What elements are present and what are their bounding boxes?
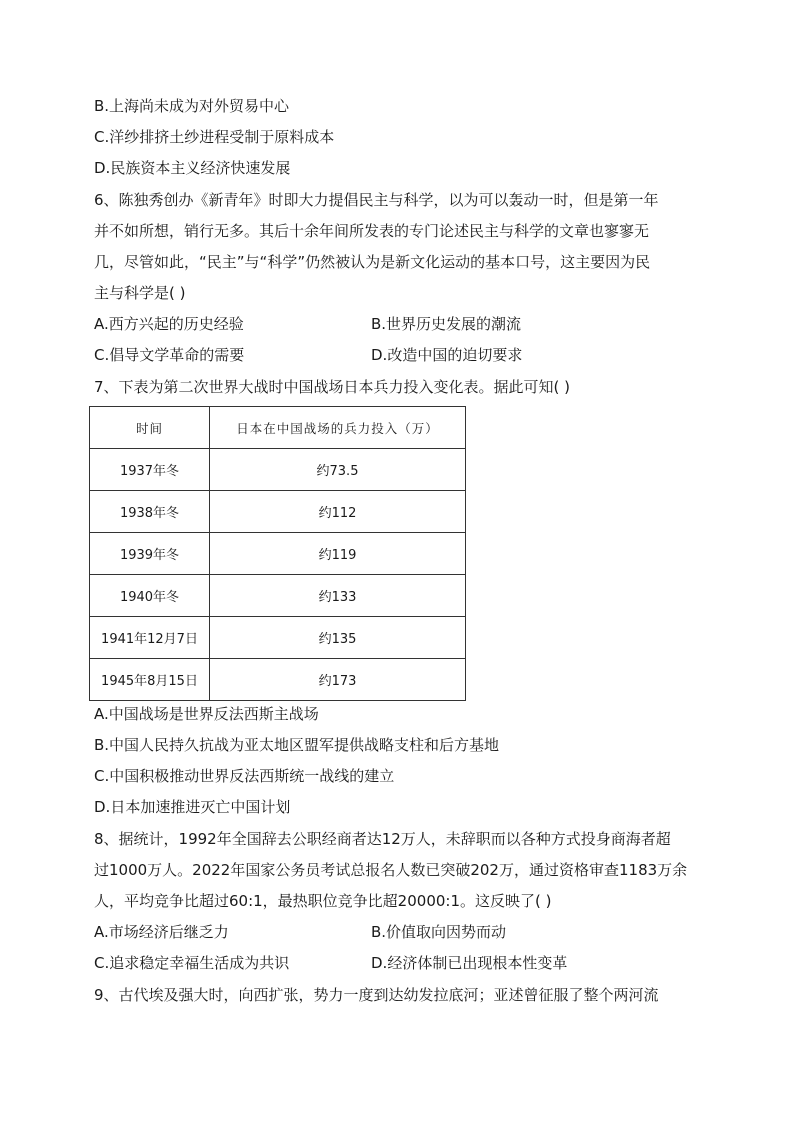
table-row bbox=[90, 617, 466, 659]
q8-stem-line-3: 人，平均竞争比超过60:1，最热职位竞争比超20000:1。这反映了( ) bbox=[94, 892, 552, 910]
troop-table bbox=[89, 406, 466, 701]
prev-option-b: B.上海尚未成为对外贸易中心 bbox=[94, 97, 290, 115]
q9-stem-line-1: 9、古代埃及强大时，向西扩张，势力一度到达幼发拉底河；亚述曾征服了整个两河流 bbox=[94, 986, 659, 1004]
q6-stem-line-3: 几，尽管如此，“民主”与“科学”仍然被认为是新文化运动的基本口号，这主要因为民 bbox=[94, 253, 651, 271]
table-cell-time: 1937年冬 bbox=[90, 449, 210, 491]
q6-option-d: D.改造中国的迫切要求 bbox=[371, 346, 523, 364]
table-cell-time: 1939年冬 bbox=[90, 533, 210, 575]
table-header-row bbox=[90, 407, 466, 449]
table-cell-time: 1945年8月15日 bbox=[90, 659, 210, 701]
table-row bbox=[90, 659, 466, 701]
q6-stem-line-4: 主与科学是( ) bbox=[94, 284, 186, 302]
q6-stem-line-1: 6、陈独秀创办《新青年》时即大力提倡民主与科学，以为可以轰动一时，但是第一年 bbox=[94, 191, 659, 209]
q8-option-d: D.经济体制已出现根本性变革 bbox=[371, 954, 568, 972]
table-cell-time: 1938年冬 bbox=[90, 491, 210, 533]
q7-option-b: B.中国人民持久抗战为亚太地区盟军提供战略支柱和后方基地 bbox=[94, 736, 500, 754]
table-row bbox=[90, 575, 466, 617]
q7-option-a: A.中国战场是世界反法西斯主战场 bbox=[94, 705, 319, 723]
table-cell-troops: 约112 bbox=[210, 491, 466, 533]
q8-stem-line-2: 过1000万人。2022年国家公务员考试总报名人数已突破202万，通过资格审查1183万余 bbox=[94, 861, 688, 879]
q7-option-c: C.中国积极推动世界反法西斯统一战线的建立 bbox=[94, 767, 395, 785]
q7-option-d: D.日本加速推进灭亡中国计划 bbox=[94, 798, 291, 816]
q8-option-c: C.追求稳定幸福生活成为共识 bbox=[94, 954, 290, 972]
prev-option-d: D.民族资本主义经济快速发展 bbox=[94, 159, 291, 177]
q6-option-a: A.西方兴起的历史经验 bbox=[94, 315, 244, 333]
table-cell-troops: 约135 bbox=[210, 617, 466, 659]
table-cell-time: 1941年12月7日 bbox=[90, 617, 210, 659]
table-row bbox=[90, 533, 466, 575]
q6-option-b: B.世界历史发展的潮流 bbox=[371, 315, 522, 333]
table-row bbox=[90, 449, 466, 491]
q8-stem-line-1: 8、据统计，1992年全国辞去公职经商者达12万人，未辞职而以各种方式投身商海者超 bbox=[94, 830, 671, 848]
table-cell-troops: 约119 bbox=[210, 533, 466, 575]
table-header-troops: 日本在中国战场的兵力投入（万） bbox=[210, 407, 466, 449]
table-row bbox=[90, 491, 466, 533]
q6-stem-line-2: 并不如所想，销行无多。其后十余年间所发表的专门论述民主与科学的文章也寥寥无 bbox=[94, 222, 650, 240]
prev-option-c: C.洋纱排挤土纱进程受制于原料成本 bbox=[94, 128, 335, 146]
q8-option-b: B.价值取向因势而动 bbox=[371, 923, 507, 941]
table-cell-troops: 约133 bbox=[210, 575, 466, 617]
q8-option-a: A.市场经济后继乏力 bbox=[94, 923, 229, 941]
q6-option-c: C.倡导文学革命的需要 bbox=[94, 346, 245, 364]
q7-stem: 7、下表为第二次世界大战时中国战场日本兵力投入变化表。据此可知( ) bbox=[94, 378, 571, 396]
table-cell-troops: 约73.5 bbox=[210, 449, 466, 491]
table-header-time: 时间 bbox=[90, 407, 210, 449]
table-cell-troops: 约173 bbox=[210, 659, 466, 701]
table-cell-time: 1940年冬 bbox=[90, 575, 210, 617]
